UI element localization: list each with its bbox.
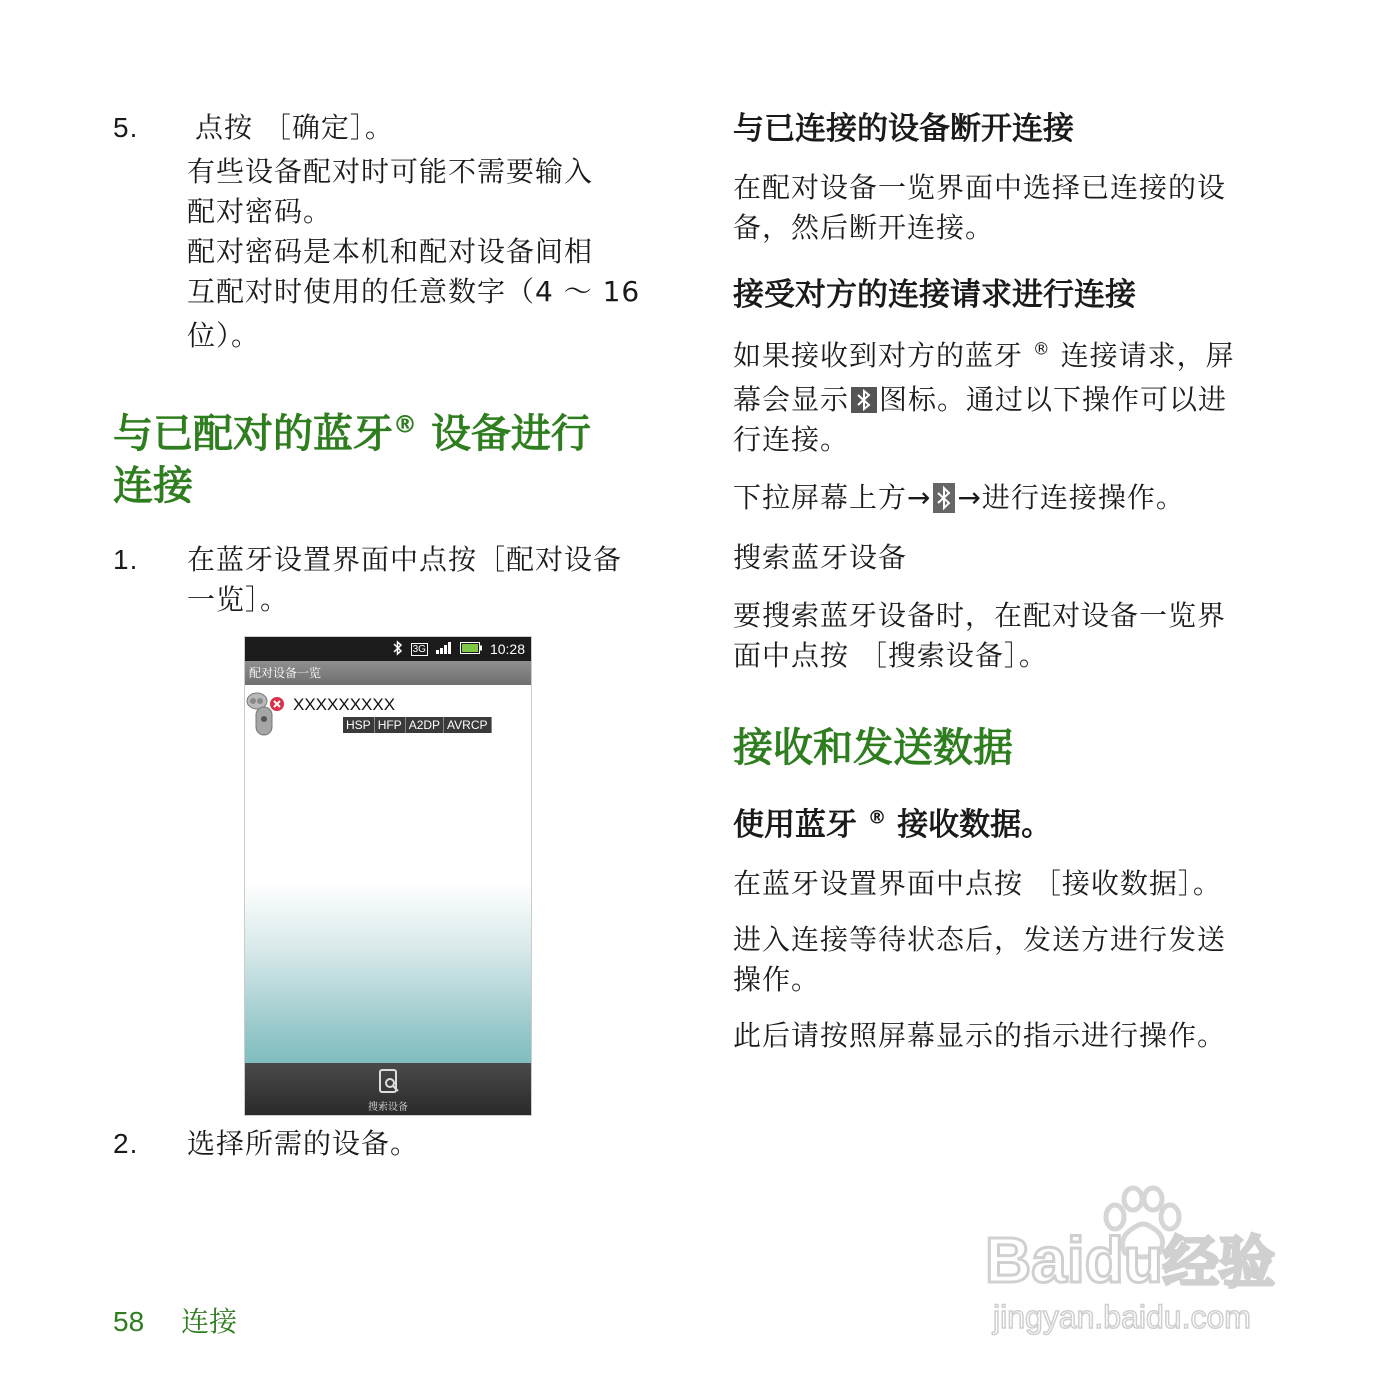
note-2-line-1: 配对密码是本机和配对设备间相: [187, 235, 594, 268]
registered-mark: ®: [1032, 338, 1051, 359]
note-2-line-2: 互配对时使用的任意数字（4 ～ 16: [187, 275, 641, 308]
page-footer: [113, 1302, 237, 1342]
p2-text-c: 幕会显示: [733, 383, 850, 416]
heading-line-1: [113, 408, 673, 460]
step-5-note-1: [187, 152, 677, 232]
note-2-line-3: 位）。: [187, 319, 261, 352]
step-1-line-2: 一览］。: [187, 583, 290, 616]
paragraph-receive-step: 在蓝牙设置界面中点按 ［接收数据］。: [733, 867, 1222, 900]
status-bar: [245, 637, 531, 661]
baidu-watermark: [985, 1185, 1315, 1345]
paragraph-accept-request: [733, 336, 1303, 460]
heading-disconnect: 与已连接的设备断开连接: [733, 111, 1074, 147]
subheading-search: 搜索蓝牙设备: [733, 541, 908, 574]
watermark-brand-cn: 经验: [1162, 1231, 1275, 1294]
paragraph-disconnect: [733, 168, 1293, 248]
step-2-number: 2.: [113, 1128, 139, 1159]
p5-line-2: 面中点按 ［搜索设备］。: [733, 639, 1048, 672]
step-5-text: 点按 ［确定］。: [195, 111, 394, 144]
section-heading-send-receive: 接收和发送数据: [733, 725, 1013, 771]
paired-device-list: [245, 685, 531, 1063]
search-devices-label: 搜索设备: [368, 1102, 408, 1113]
step-1-text: [187, 540, 677, 620]
watermark-brand: [985, 1225, 1275, 1298]
profile-badge: A2DP: [406, 717, 444, 733]
bluetooth-request-icon: [851, 387, 877, 413]
heading-text-a: 与已配对的蓝牙: [113, 411, 393, 457]
watermark-url: jingyan.baidu.com: [993, 1299, 1251, 1335]
p3-text-a: 下拉屏幕上方→: [733, 481, 932, 514]
profile-badge: HSP: [343, 717, 375, 733]
registered-mark: ®: [867, 807, 887, 829]
note-1-line-2: 配对密码。: [187, 195, 333, 228]
p3-text-b: →进行连接操作。: [957, 481, 1185, 514]
heading-text-b: 设备进行: [430, 411, 591, 457]
p2-text-d: 图标。通过以下操作可以进: [879, 383, 1228, 416]
footer-section-title: 连接: [181, 1305, 238, 1338]
paragraph-waiting: [733, 920, 1303, 1000]
profile-badges: [343, 717, 492, 733]
step-2-text: 选择所需的设备。: [187, 1127, 420, 1160]
paragraph-pull-down: [733, 478, 1303, 518]
p2-text-a: 如果接收到对方的蓝牙: [733, 339, 1024, 372]
p7-line-1: 进入连接等待状态后，发送方进行发送: [733, 923, 1227, 956]
paragraph-follow-instructions: 此后请按照屏幕显示的指示进行操作。: [733, 1019, 1227, 1052]
status-time: 10:28: [489, 641, 525, 657]
p1-line-2: 备，然后断开连接。: [733, 211, 995, 244]
p5-line-1: 要搜索蓝牙设备时，在配对设备一览界: [733, 599, 1227, 632]
h4-text-b: 接收数据。: [897, 807, 1053, 843]
p2-line-1: [733, 336, 1303, 376]
search-devices-button[interactable]: [245, 1063, 531, 1115]
device-name: XXXXXXXXX: [293, 695, 396, 714]
heading-accept-request: 接受对方的连接请求进行连接: [733, 277, 1136, 313]
h4-text-a: 使用蓝牙: [733, 807, 857, 843]
step-1-number: 1.: [113, 544, 139, 575]
headset-icon: [245, 691, 287, 743]
list-item[interactable]: [245, 691, 531, 739]
watermark-brand-bai: Bai: [985, 1224, 1085, 1296]
profile-badge: AVRCP: [444, 717, 491, 733]
heading-receive-data: [733, 805, 1052, 845]
signal-icon: [436, 641, 452, 657]
p2-line-3: 行连接。: [733, 423, 850, 456]
p1-line-1: 在配对设备一览界面中选择已连接的设: [733, 171, 1227, 204]
network-type: 3G: [412, 643, 426, 655]
profile-badge: HFP: [375, 717, 406, 733]
step-1-line-1: 在蓝牙设置界面中点按［配对设备: [187, 543, 623, 576]
section-heading-paired-connect: [113, 408, 673, 512]
p2-text-b: 连接请求，屏: [1060, 339, 1235, 372]
step-5-note-2: [187, 232, 677, 356]
watermark-brand-du: du: [1084, 1224, 1163, 1296]
bluetooth-icon: [393, 640, 403, 659]
search-device-icon: [379, 1069, 401, 1099]
phone-screenshot: [244, 636, 532, 1116]
registered-mark: ®: [393, 410, 417, 439]
step-5-number: 5.: [113, 112, 139, 143]
p2-line-2: [733, 380, 1303, 420]
page-number: 58: [113, 1306, 145, 1337]
p7-line-2: 操作。: [733, 963, 821, 996]
heading-line-2: 连接: [113, 463, 193, 509]
note-1-line-1: 有些设备配对时可能不需要输入: [187, 155, 594, 188]
paragraph-search: [733, 596, 1303, 676]
screen-title: 配对设备一览: [245, 661, 531, 685]
bluetooth-notification-icon: [933, 483, 955, 513]
battery-icon: [460, 641, 482, 657]
